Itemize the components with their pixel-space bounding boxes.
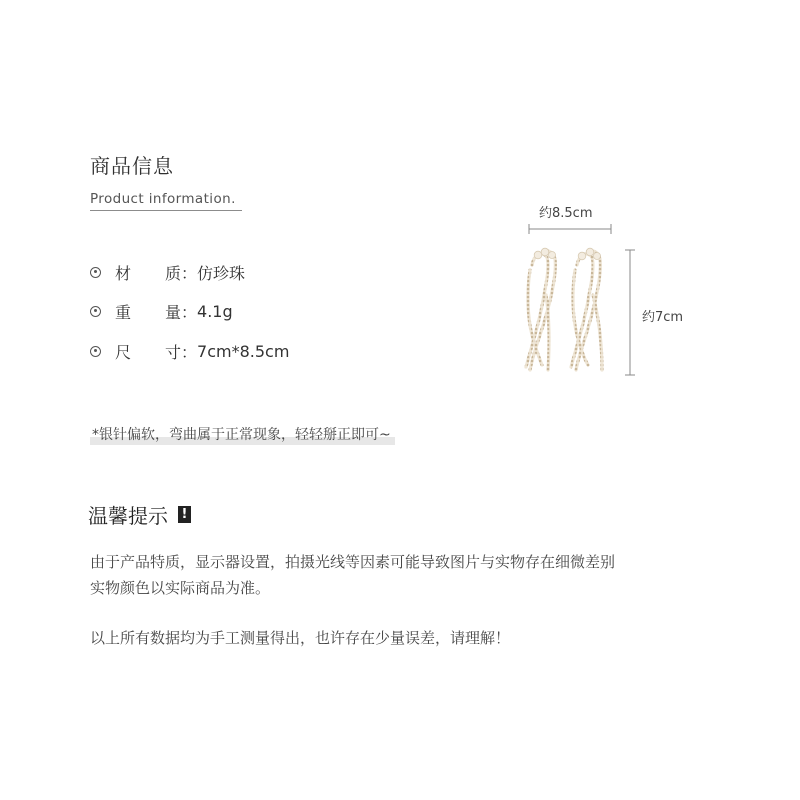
height-dimension-label: 约7cm xyxy=(642,310,684,325)
height-dimension-line xyxy=(625,250,635,375)
spec-row-weight xyxy=(90,300,233,322)
spec-key: 尺 xyxy=(115,342,132,362)
spec-separator: ： xyxy=(181,263,198,283)
bullet-icon xyxy=(90,346,101,357)
spec-key: 重 xyxy=(115,302,132,322)
earring-diagram xyxy=(510,195,710,385)
right-earring-image xyxy=(571,248,602,370)
spec-key: 材 xyxy=(115,263,132,283)
spec-separator: ： xyxy=(181,302,198,322)
disclaimer-line-2: 实物颜色以实际商品为准。 xyxy=(90,579,271,597)
width-dimension-label: 约8.5cm xyxy=(539,206,593,221)
disclaimer-line-1: 由于产品特质，显示器设置，拍摄光线等因素可能导致图片与实物存在细微差别 xyxy=(90,553,616,571)
warm-tips-heading xyxy=(88,500,191,529)
exclamation-icon: ! xyxy=(178,506,191,523)
left-earring-image xyxy=(526,248,556,370)
product-info-subtitle: Product information. xyxy=(90,191,236,207)
spec-value: 仿珍珠 xyxy=(197,263,246,283)
spec-row-material xyxy=(90,261,245,283)
product-info-title: 商品信息 xyxy=(90,154,174,178)
bullet-icon xyxy=(90,306,101,317)
spec-key: 质 xyxy=(165,263,182,283)
care-note: *银针偏软，弯曲属于正常现象，轻轻掰正即可~ xyxy=(90,424,395,445)
width-dimension-line xyxy=(529,224,611,234)
spec-value: 4.1g xyxy=(197,301,233,321)
spec-row-size xyxy=(90,340,289,362)
spec-key: 量 xyxy=(165,302,182,322)
bullet-icon xyxy=(90,267,101,278)
spec-key: 寸 xyxy=(165,342,182,362)
subtitle-underline xyxy=(90,210,242,211)
spec-value: 7cm*8.5cm xyxy=(197,341,290,361)
spec-separator: ： xyxy=(181,342,198,362)
disclaimer-line-3: 以上所有数据均为手工测量得出，也许存在少量误差，请理解！ xyxy=(90,629,511,647)
warm-tips-title: 温馨提示 xyxy=(88,504,168,528)
